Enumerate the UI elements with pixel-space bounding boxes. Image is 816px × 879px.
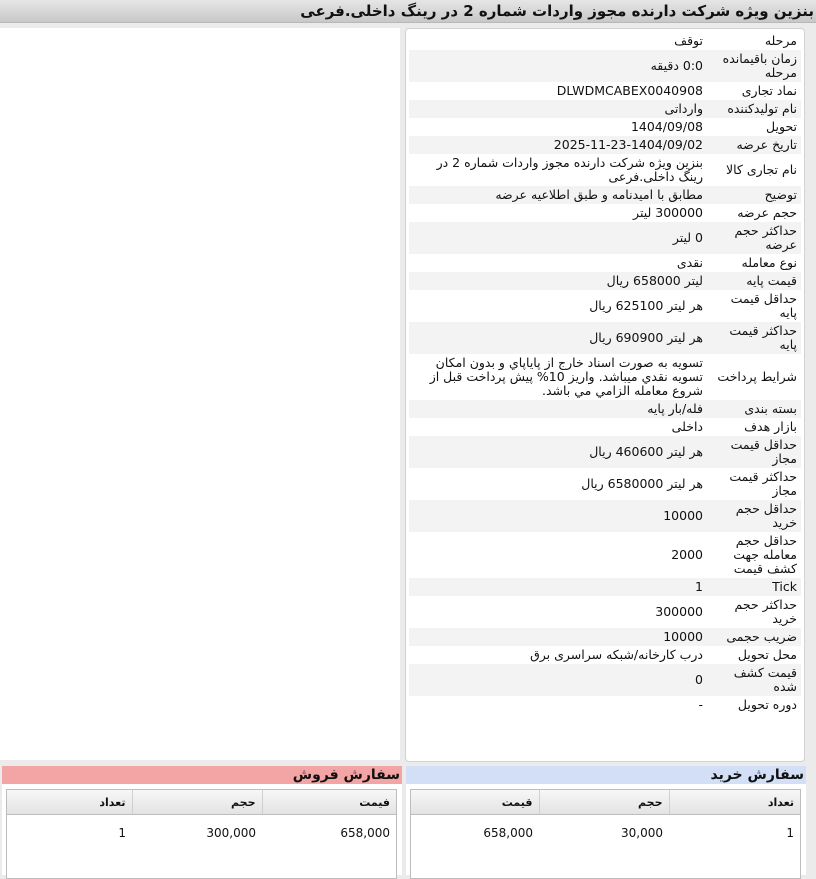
- detail-row: [409, 82, 801, 100]
- detail-row: [409, 154, 801, 186]
- detail-value: توقف: [409, 32, 707, 50]
- detail-row: [409, 50, 801, 82]
- detail-row: [409, 254, 801, 272]
- detail-row: [409, 272, 801, 290]
- detail-label: تحویل: [707, 118, 801, 136]
- detail-label: ضریب حجمی: [707, 628, 801, 646]
- sell-orders-title: سفارش فروش: [2, 766, 402, 784]
- detail-value: 2000: [409, 532, 707, 578]
- buy-orders-panel: [406, 766, 806, 875]
- detail-label: حداکثر قیمت مجاز: [707, 468, 801, 500]
- table-row[interactable]: [411, 815, 800, 846]
- column-header-count[interactable]: تعداد: [7, 790, 132, 815]
- detail-label: بازار هدف: [707, 418, 801, 436]
- buy-orders-title: سفارش خرید: [406, 766, 806, 784]
- detail-label: محل تحویل: [707, 646, 801, 664]
- detail-label: حداکثر قیمت پایه: [707, 322, 801, 354]
- detail-label: حداقل قیمت پایه: [707, 290, 801, 322]
- sell-orders-panel: [2, 766, 402, 875]
- detail-label: حداقل حجم خرید: [707, 500, 801, 532]
- detail-value: 1404/09/08: [409, 118, 707, 136]
- detail-row: [409, 646, 801, 664]
- detail-value: 1: [409, 578, 707, 596]
- detail-label: حداقل حجم معامله جهت کشف قیمت: [707, 532, 801, 578]
- detail-row: [409, 100, 801, 118]
- detail-label: Tick: [707, 578, 801, 596]
- offer-details-table: [409, 32, 801, 714]
- detail-value: 10000: [409, 500, 707, 532]
- detail-value: فله/بار پایه: [409, 400, 707, 418]
- buy-orders-grid: [410, 789, 801, 879]
- detail-label: قیمت پایه: [707, 272, 801, 290]
- sell-orders-grid: [6, 789, 397, 879]
- detail-label: نماد تجاری: [707, 82, 801, 100]
- detail-label: زمان باقیمانده مرحله: [707, 50, 801, 82]
- detail-row: [409, 290, 801, 322]
- detail-row: [409, 696, 801, 714]
- detail-value: 0 لیتر: [409, 222, 707, 254]
- page-title: بنزين ويژه شركت دارنده مجوز واردات شماره 2 در رينگ داخلی.فرعی: [0, 0, 816, 23]
- detail-label: نام تجاری کالا: [707, 154, 801, 186]
- detail-value: -: [409, 696, 707, 714]
- detail-row: [409, 468, 801, 500]
- order-price-cell: 658,000: [483, 826, 533, 840]
- column-header-volume[interactable]: حجم: [132, 790, 262, 815]
- detail-label: قیمت کشف شده: [707, 664, 801, 696]
- detail-label: تاریخ عرضه: [707, 136, 801, 154]
- order-price-cell: 658,000: [340, 826, 390, 840]
- offer-details-panel: [405, 28, 805, 762]
- detail-label: دوره تحویل: [707, 696, 801, 714]
- detail-row: [409, 118, 801, 136]
- detail-row: [409, 136, 801, 154]
- detail-value: 300000: [409, 596, 707, 628]
- detail-label: حداکثر حجم خرید: [707, 596, 801, 628]
- detail-value: هر لیتر 625100 ریال: [409, 290, 707, 322]
- detail-row: [409, 222, 801, 254]
- detail-label: نوع معامله: [707, 254, 801, 272]
- detail-value: لیتر 658000 ریال: [409, 272, 707, 290]
- detail-row: [409, 400, 801, 418]
- order-volume-cell: 30,000: [621, 826, 663, 840]
- detail-label: مرحله: [707, 32, 801, 50]
- column-header-count[interactable]: تعداد: [669, 790, 800, 815]
- detail-row: [409, 186, 801, 204]
- detail-value: هر لیتر 460600 ریال: [409, 436, 707, 468]
- detail-row: [409, 532, 801, 578]
- detail-row: [409, 322, 801, 354]
- detail-row: [409, 596, 801, 628]
- detail-value: داخلی: [409, 418, 707, 436]
- order-count-cell: 1: [786, 826, 794, 840]
- detail-label: حداقل قیمت مجاز: [707, 436, 801, 468]
- detail-row: [409, 578, 801, 596]
- order-count-cell: 1: [118, 826, 126, 840]
- detail-value: DLWDMCABEX0040908: [409, 82, 707, 100]
- detail-row: [409, 354, 801, 400]
- column-header-volume[interactable]: حجم: [539, 790, 669, 815]
- detail-label: حداکثر حجم عرضه: [707, 222, 801, 254]
- detail-row: [409, 664, 801, 696]
- detail-value: بنزين ويژه شركت دارنده مجوز واردات شماره 2 در رينگ داخلی.فرعی: [409, 154, 707, 186]
- empty-area: [0, 28, 400, 760]
- detail-value: 0:0 دقیقه: [409, 50, 707, 82]
- table-row[interactable]: [7, 815, 396, 846]
- detail-row: [409, 500, 801, 532]
- detail-value: وارداتی: [409, 100, 707, 118]
- detail-value: تسويه به صورت اسناد خارج از پاياپاي و بدون امكان تسويه نقدي ميباشد. واريز 10% پيش پرداخت قبل از شروع معامله الزامي مي باشد.: [409, 354, 707, 400]
- detail-value: 0: [409, 664, 707, 696]
- detail-label: توضیح: [707, 186, 801, 204]
- detail-row: [409, 204, 801, 222]
- detail-value: 10000: [409, 628, 707, 646]
- detail-value: نقدی: [409, 254, 707, 272]
- detail-label: نام تولیدکننده: [707, 100, 801, 118]
- detail-value: هر لیتر 6580000 ریال: [409, 468, 707, 500]
- detail-label: شرایط پرداخت: [707, 354, 801, 400]
- detail-row: [409, 418, 801, 436]
- detail-row: [409, 32, 801, 50]
- detail-row: [409, 628, 801, 646]
- order-volume-cell: 300,000: [206, 826, 256, 840]
- detail-value: هر لیتر 690900 ریال: [409, 322, 707, 354]
- detail-label: بسته بندی: [707, 400, 801, 418]
- detail-label: حجم عرضه: [707, 204, 801, 222]
- detail-value: درب کارخانه/شبکه سراسری برق: [409, 646, 707, 664]
- detail-value: 2025-11-23-1404/09/02: [409, 136, 707, 154]
- column-header-price[interactable]: قیمت: [411, 790, 539, 815]
- detail-row: [409, 436, 801, 468]
- column-header-price[interactable]: فیمت: [262, 790, 396, 815]
- detail-value: مطابق با امیدنامه و طبق اطلاعیه عرضه: [409, 186, 707, 204]
- detail-value: 300000 لیتر: [409, 204, 707, 222]
